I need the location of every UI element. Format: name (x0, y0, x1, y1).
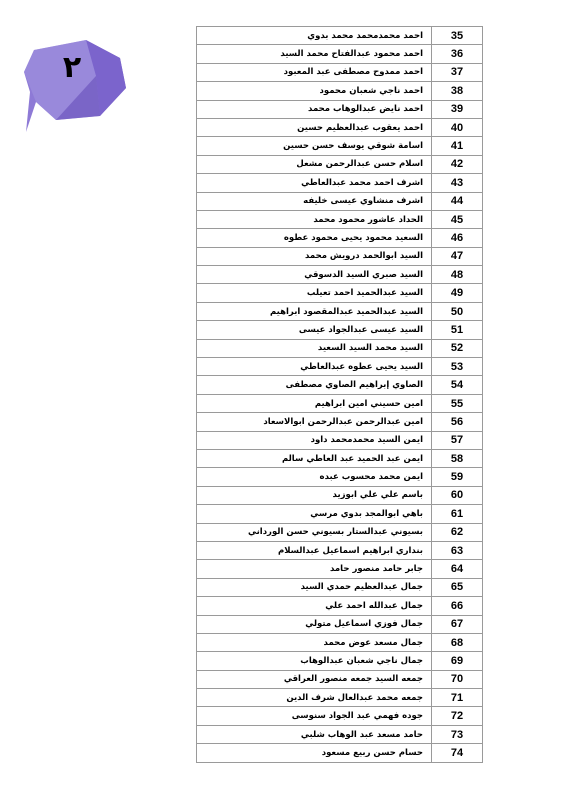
row-number: 68 (432, 633, 483, 651)
row-name: حامد مسعد عبد الوهاب شلبي (197, 725, 432, 743)
table-row (197, 284, 483, 302)
row-number: 58 (432, 449, 483, 467)
row-number: 40 (432, 118, 483, 136)
row-number: 72 (432, 707, 483, 725)
row-name: جمال فوزي اسماعيل متولي (197, 615, 432, 633)
table-row (197, 45, 483, 63)
row-name: اشرف احمد محمد عبدالعاطي (197, 174, 432, 192)
table-row (197, 523, 483, 541)
row-name: ايمن السيد محمدمحمد داود (197, 431, 432, 449)
row-number: 66 (432, 597, 483, 615)
row-name: ايمن عبد الحميد عبد العاطي سالم (197, 449, 432, 467)
row-number: 43 (432, 174, 483, 192)
table-row (197, 82, 483, 100)
row-name: جمال عبدالله احمد علي (197, 597, 432, 615)
table-row (197, 597, 483, 615)
row-name: امين عبدالرحمن عبدالرحمن ابوالاسعاد (197, 413, 432, 431)
row-number: 74 (432, 744, 483, 762)
row-name: جمال عبدالعظيم حمدي السيد (197, 578, 432, 596)
row-number: 57 (432, 431, 483, 449)
page-number-badge (16, 36, 136, 132)
row-name: بنداري ابراهيم اسماعيل عبدالسلام (197, 541, 432, 559)
row-number: 37 (432, 63, 483, 81)
row-name: السيد يحيى عطوه عبدالعاطي (197, 358, 432, 376)
row-name: السيد عبدالحميد احمد تعيلب (197, 284, 432, 302)
table-row (197, 431, 483, 449)
row-name: جمال مسعد عوض محمد (197, 633, 432, 651)
row-name: بسيوني عبدالستار بسيوني حسن الورداني (197, 523, 432, 541)
page-number: ٢ (62, 50, 82, 85)
row-name: احمد يعقوب عبدالعظيم حسين (197, 118, 432, 136)
row-number: 41 (432, 137, 483, 155)
table-row (197, 413, 483, 431)
row-name: جمعه محمد عبدالعال شرف الدين (197, 689, 432, 707)
row-number: 59 (432, 468, 483, 486)
row-number: 69 (432, 652, 483, 670)
table-row (197, 449, 483, 467)
table-row (197, 486, 483, 504)
row-name: باهي ابوالمجد بدوي مرسي (197, 505, 432, 523)
row-name: احمد محمدمحمد محمد بدوي (197, 27, 432, 45)
row-number: 71 (432, 689, 483, 707)
table-row (197, 118, 483, 136)
row-number: 64 (432, 560, 483, 578)
row-name: جوده فهمي عبد الجواد سنوسى (197, 707, 432, 725)
row-number: 60 (432, 486, 483, 504)
row-number: 48 (432, 266, 483, 284)
row-name: الصاوي إبراهيم الصاوي مصطفى (197, 376, 432, 394)
table-row (197, 192, 483, 210)
table-row (197, 652, 483, 670)
row-name: السيد عيسى عبدالجواد عيسى (197, 321, 432, 339)
table-row (197, 707, 483, 725)
table-row (197, 339, 483, 357)
row-name: امين حسيني امين ابراهيم (197, 394, 432, 412)
row-number: 54 (432, 376, 483, 394)
row-number: 50 (432, 302, 483, 320)
table-row (197, 155, 483, 173)
row-name: احمد ناجي شعبان محمود (197, 82, 432, 100)
table-row (197, 210, 483, 228)
table-row (197, 744, 483, 762)
row-number: 62 (432, 523, 483, 541)
table-row (197, 63, 483, 81)
row-name: جمال ناجي شعبان عبدالوهاب (197, 652, 432, 670)
row-name: الحداد عاشور محمود محمد (197, 210, 432, 228)
row-name: السيد عبدالحميد عبدالمقصود ابراهيم (197, 302, 432, 320)
row-name: ايمن محمد محسوب عبده (197, 468, 432, 486)
row-name: اسلام حسن عبدالرحمن مشعل (197, 155, 432, 173)
row-number: 35 (432, 27, 483, 45)
table-row (197, 358, 483, 376)
row-number: 73 (432, 725, 483, 743)
row-number: 44 (432, 192, 483, 210)
row-number: 55 (432, 394, 483, 412)
roster-table (196, 26, 483, 763)
row-name: السعيد محمود يحيى محمود عطوه (197, 229, 432, 247)
table-row (197, 689, 483, 707)
table-row (197, 266, 483, 284)
roster-body (197, 27, 483, 763)
row-number: 56 (432, 413, 483, 431)
row-number: 39 (432, 100, 483, 118)
row-name: السيد صبري السيد الدسوقي (197, 266, 432, 284)
table-row (197, 27, 483, 45)
row-number: 65 (432, 578, 483, 596)
row-name: جمعه السيد جمعه منصور العراقي (197, 670, 432, 688)
row-number: 49 (432, 284, 483, 302)
row-number: 51 (432, 321, 483, 339)
row-name: اسامة شوقي يوسف حسن حسين (197, 137, 432, 155)
row-name: جابر حامد منصور حامد (197, 560, 432, 578)
row-number: 53 (432, 358, 483, 376)
row-name: السيد محمد السيد السعيد (197, 339, 432, 357)
row-name: احمد محمود عبدالفتاح محمد السيد (197, 45, 432, 63)
row-number: 45 (432, 210, 483, 228)
row-number: 67 (432, 615, 483, 633)
row-number: 47 (432, 247, 483, 265)
table-row (197, 615, 483, 633)
table-row (197, 560, 483, 578)
row-number: 38 (432, 82, 483, 100)
table-row (197, 229, 483, 247)
row-number: 63 (432, 541, 483, 559)
row-number: 36 (432, 45, 483, 63)
row-number: 42 (432, 155, 483, 173)
row-name: باسم علي علي ابوزيد (197, 486, 432, 504)
table-row (197, 468, 483, 486)
table-row (197, 670, 483, 688)
row-number: 70 (432, 670, 483, 688)
row-name: احمد ممدوح مصطفى عبد المعبود (197, 63, 432, 81)
table-row (197, 302, 483, 320)
table-row (197, 725, 483, 743)
table-row (197, 541, 483, 559)
row-number: 61 (432, 505, 483, 523)
table-row (197, 247, 483, 265)
table-row (197, 321, 483, 339)
row-name: السيد ابوالحمد درويش محمد (197, 247, 432, 265)
table-row (197, 394, 483, 412)
table-row (197, 578, 483, 596)
row-name: احمد نايض عبدالوهاب محمد (197, 100, 432, 118)
table-row (197, 633, 483, 651)
row-name: حسام حسن ربيع مسعود (197, 744, 432, 762)
row-number: 52 (432, 339, 483, 357)
row-name: اشرف منشاوي عيسى خليفه (197, 192, 432, 210)
table-row (197, 505, 483, 523)
table-row (197, 174, 483, 192)
row-number: 46 (432, 229, 483, 247)
table-row (197, 100, 483, 118)
table-row (197, 376, 483, 394)
table-row (197, 137, 483, 155)
